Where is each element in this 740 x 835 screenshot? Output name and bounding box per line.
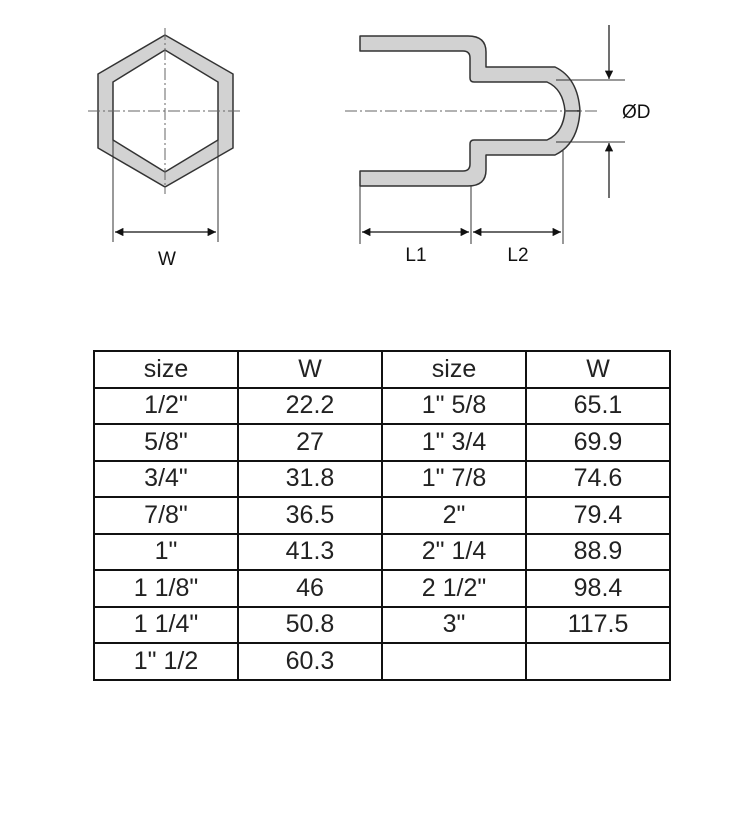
table-cell: 69.9 xyxy=(526,424,670,461)
l2-label: L2 xyxy=(507,245,529,266)
table-cell: 2" xyxy=(382,497,526,534)
profile-top-wall xyxy=(360,36,580,111)
table-row xyxy=(94,424,670,461)
table-header-row xyxy=(94,351,670,388)
table-cell: 1" 3/4 xyxy=(382,424,526,461)
table-cell: 1" 1/2 xyxy=(94,643,238,680)
table-cell: 1" 5/8 xyxy=(382,388,526,425)
header-cell-size: size xyxy=(382,351,526,388)
table-row xyxy=(94,607,670,644)
table-cell: 3" xyxy=(382,607,526,644)
table-cell: 98.4 xyxy=(526,570,670,607)
table-row xyxy=(94,497,670,534)
table-cell xyxy=(382,643,526,680)
table-cell: 7/8" xyxy=(94,497,238,534)
size-width-table xyxy=(93,350,671,681)
table-cell: 1/2" xyxy=(94,388,238,425)
table-cell: 41.3 xyxy=(238,534,382,571)
header-cell-size: size xyxy=(94,351,238,388)
header-cell-w: W xyxy=(526,351,670,388)
table-cell: 117.5 xyxy=(526,607,670,644)
table-cell: 79.4 xyxy=(526,497,670,534)
table-cell: 65.1 xyxy=(526,388,670,425)
table-row xyxy=(94,570,670,607)
table-cell: 2 1/2" xyxy=(382,570,526,607)
header-cell-w: W xyxy=(238,351,382,388)
l1-label: L1 xyxy=(405,245,427,266)
table-cell: 46 xyxy=(238,570,382,607)
table-cell: 60.3 xyxy=(238,643,382,680)
table-cell xyxy=(526,643,670,680)
hexagon-section-view xyxy=(88,28,243,270)
w-label: W xyxy=(158,249,176,270)
table-row xyxy=(94,534,670,571)
table-cell: 36.5 xyxy=(238,497,382,534)
table-row xyxy=(94,461,670,498)
table-cell: 1" xyxy=(94,534,238,571)
table-row xyxy=(94,388,670,425)
side-profile-view xyxy=(345,25,651,266)
technical-drawing xyxy=(0,0,740,340)
table-cell: 3/4" xyxy=(94,461,238,498)
table-cell: 31.8 xyxy=(238,461,382,498)
table-cell: 1 1/8" xyxy=(94,570,238,607)
table-cell: 22.2 xyxy=(238,388,382,425)
table-cell: 50.8 xyxy=(238,607,382,644)
table-cell: 88.9 xyxy=(526,534,670,571)
table-cell: 5/8" xyxy=(94,424,238,461)
table-cell: 2" 1/4 xyxy=(382,534,526,571)
profile-bottom-wall xyxy=(360,111,580,186)
table-cell: 1" 7/8 xyxy=(382,461,526,498)
d-label: ØD xyxy=(622,102,651,123)
table-cell: 74.6 xyxy=(526,461,670,498)
table-row xyxy=(94,643,670,680)
table-cell: 1 1/4" xyxy=(94,607,238,644)
table-cell: 27 xyxy=(238,424,382,461)
